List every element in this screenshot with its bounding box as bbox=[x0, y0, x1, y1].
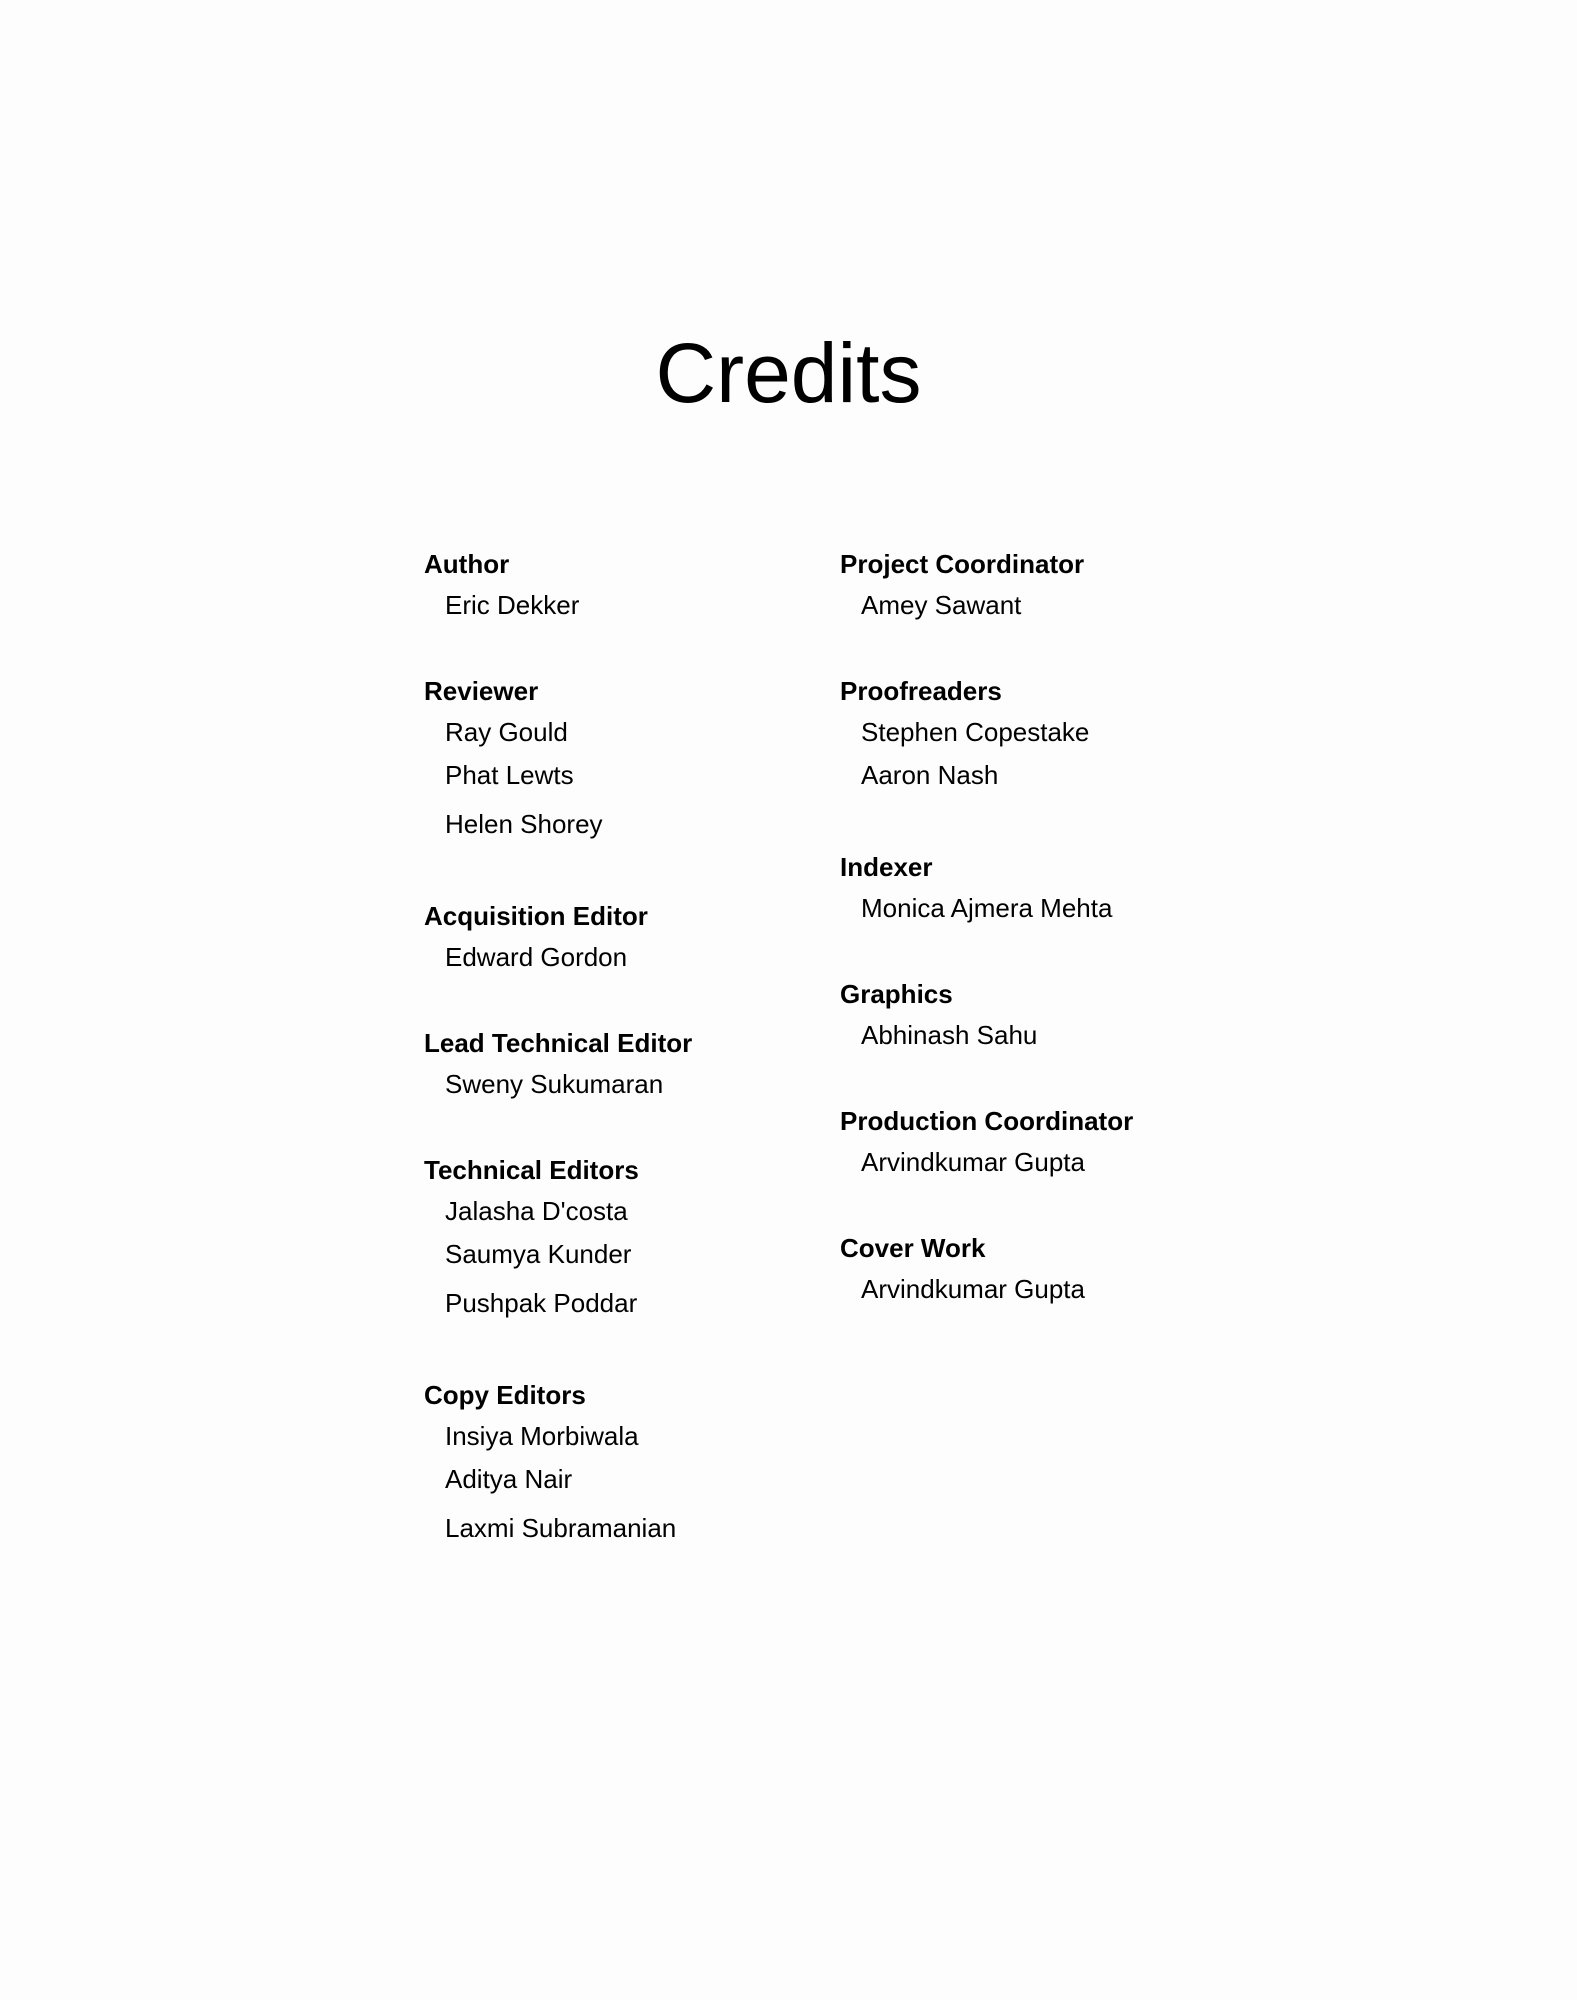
credit-role-heading: Acquisition Editor bbox=[424, 901, 648, 931]
credit-person-name: Helen Shorey bbox=[445, 809, 603, 839]
credit-person-name: Insiya Morbiwala bbox=[445, 1421, 639, 1451]
credits-column-left bbox=[424, 545, 824, 1601]
credit-role-heading: Reviewer bbox=[424, 676, 539, 706]
credit-section bbox=[840, 848, 1240, 927]
credit-person-name: Aditya Nair bbox=[445, 1464, 573, 1494]
credit-person-name: Pushpak Poddar bbox=[445, 1288, 638, 1318]
credit-section bbox=[424, 1151, 824, 1328]
credit-person-name: Abhinash Sahu bbox=[861, 1020, 1038, 1050]
credit-person-name: Sweny Sukumaran bbox=[445, 1069, 664, 1099]
credit-section bbox=[424, 545, 824, 624]
credit-role-heading: Graphics bbox=[840, 979, 953, 1009]
credit-person-name: Arvindkumar Gupta bbox=[861, 1147, 1085, 1177]
credit-section bbox=[840, 672, 1240, 800]
credits-column-right bbox=[840, 545, 1240, 1356]
credit-role-heading: Indexer bbox=[840, 852, 933, 882]
credit-person-name: Arvindkumar Gupta bbox=[861, 1274, 1085, 1304]
credit-section bbox=[840, 975, 1240, 1054]
credit-section bbox=[424, 1024, 824, 1103]
credit-role-heading: Technical Editors bbox=[424, 1155, 639, 1185]
credit-person-name: Stephen Copestake bbox=[861, 717, 1090, 747]
credit-section bbox=[840, 1229, 1240, 1308]
credit-person-name: Ray Gould bbox=[445, 717, 568, 747]
credit-person-name: Monica Ajmera Mehta bbox=[861, 893, 1113, 923]
credit-person-name: Aaron Nash bbox=[861, 760, 999, 790]
credit-person-name: Amey Sawant bbox=[861, 590, 1022, 620]
credit-person-name: Phat Lewts bbox=[445, 760, 574, 790]
credit-role-heading: Production Coordinator bbox=[840, 1106, 1134, 1136]
page-title: Credits bbox=[655, 326, 922, 420]
credit-person-name: Edward Gordon bbox=[445, 942, 628, 972]
credit-role-heading: Proofreaders bbox=[840, 676, 1002, 706]
credit-section bbox=[840, 545, 1240, 624]
credit-section bbox=[840, 1102, 1240, 1181]
credit-role-heading: Copy Editors bbox=[424, 1380, 586, 1410]
credit-role-heading: Project Coordinator bbox=[840, 549, 1085, 579]
credit-person-name: Saumya Kunder bbox=[445, 1239, 632, 1269]
credit-person-name: Eric Dekker bbox=[445, 590, 580, 620]
credit-section bbox=[424, 1376, 824, 1553]
credit-role-heading: Cover Work bbox=[840, 1233, 986, 1263]
credit-role-heading: Author bbox=[424, 549, 510, 579]
credit-section bbox=[424, 897, 824, 976]
credit-section bbox=[424, 672, 824, 849]
credit-person-name: Jalasha D'costa bbox=[445, 1196, 628, 1226]
credit-person-name: Laxmi Subramanian bbox=[445, 1513, 677, 1543]
credit-role-heading: Lead Technical Editor bbox=[424, 1028, 693, 1058]
